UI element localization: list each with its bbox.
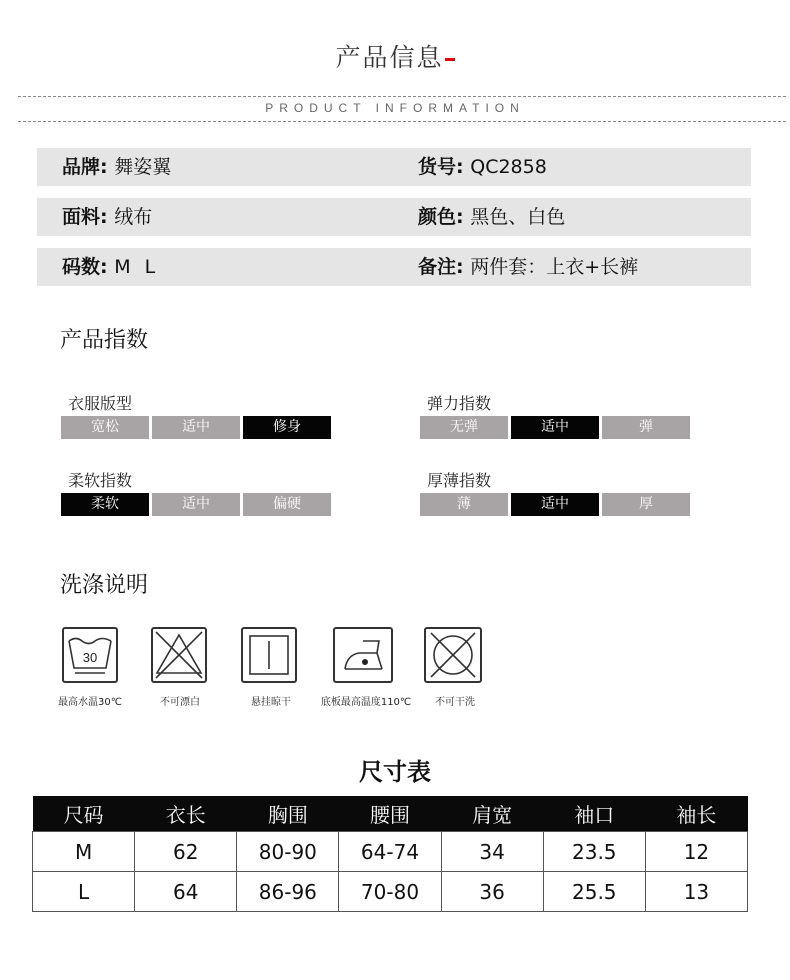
info-row-2: 面料: 绒布 颜色: 黑色、白色 [37, 198, 751, 236]
title-accent-dash [445, 58, 455, 61]
index-option: 适中 [152, 416, 240, 439]
page-title: 产品信息 [0, 38, 790, 74]
care-label-dryclean: 不可干洗 [435, 697, 475, 708]
care-label-bleach: 不可漂白 [160, 697, 200, 708]
table-row [33, 832, 748, 872]
size-table-header [33, 796, 748, 832]
index-option: 弹 [602, 416, 690, 439]
index-option: 适中 [152, 493, 240, 516]
table-cell: 34 [441, 832, 543, 872]
table-cell: 70-80 [339, 872, 441, 912]
size-table-header-cell: 肩宽 [441, 796, 543, 832]
size-table-title: 尺寸表 [359, 758, 431, 786]
note-value: 两件套：上衣+长裤 [470, 256, 639, 278]
table-cell: L [33, 872, 135, 912]
table-cell: 64 [135, 872, 237, 912]
indices-heading: 产品指数 [60, 328, 149, 353]
index-label: 弹力指数 [427, 394, 492, 413]
table-cell: 62 [135, 832, 237, 872]
no-bleach-icon [151, 627, 207, 683]
index-option-selected: 修身 [243, 416, 331, 439]
table-cell: 36 [441, 872, 543, 912]
color-key: 颜色 [418, 206, 457, 228]
care-heading: 洗涤说明 [60, 573, 149, 598]
index-option-selected: 适中 [511, 416, 599, 439]
size-table-header-cell: 腰围 [339, 796, 441, 832]
fabric-key: 面料 [62, 206, 101, 228]
care-label-hang: 悬挂晾干 [251, 697, 291, 708]
item-no-value: QC2858 [470, 156, 547, 178]
wash-temp-value: 30 [82, 650, 98, 665]
size-table-header-cell: 胸围 [237, 796, 339, 832]
color-value: 黑色、白色 [470, 206, 566, 228]
info-row-1: 品牌: 舞姿翼 货号: QC2858 [37, 148, 751, 186]
index-option: 无弹 [420, 416, 508, 439]
brand-value: 舞姿翼 [114, 156, 172, 178]
table-cell: 64-74 [339, 832, 441, 872]
table-row [33, 872, 748, 912]
index-label: 衣服版型 [68, 394, 133, 413]
index-label: 柔软指数 [68, 471, 133, 490]
page-subtitle: PRODUCT INFORMATION [265, 101, 525, 115]
iron-low-icon [333, 627, 393, 683]
table-cell: 12 [645, 832, 747, 872]
brand-key: 品牌 [62, 156, 101, 178]
size-key: 码数 [62, 256, 101, 278]
care-label-iron: 底板最高温度110℃ [320, 697, 412, 708]
index-option: 厚 [602, 493, 690, 516]
care-label-wash: 最高水温30℃ [58, 697, 122, 708]
index-option-selected: 柔软 [61, 493, 149, 516]
index-option: 偏硬 [243, 493, 331, 516]
index-option-selected: 适中 [511, 493, 599, 516]
size-table-header-cell: 尺码 [33, 796, 135, 832]
no-dry-clean-icon [424, 627, 482, 683]
table-cell: 13 [645, 872, 747, 912]
info-row-3: 码数: M L 备注: 两件套：上衣+长裤 [37, 248, 751, 286]
fabric-value: 绒布 [114, 206, 153, 228]
table-cell: 80-90 [237, 832, 339, 872]
size-table-header-cell: 袖长 [645, 796, 747, 832]
note-key: 备注 [418, 256, 457, 278]
table-cell: 23.5 [543, 832, 645, 872]
size-table-header-cell: 袖口 [543, 796, 645, 832]
index-option: 薄 [420, 493, 508, 516]
table-cell: 86-96 [237, 872, 339, 912]
table-cell: 25.5 [543, 872, 645, 912]
divider-bottom [18, 121, 786, 122]
wash-30-icon [62, 627, 118, 683]
item-no-key: 货号 [418, 156, 457, 178]
hang-dry-icon [241, 627, 297, 683]
size-value: M L [114, 256, 160, 278]
index-label: 厚薄指数 [427, 471, 492, 490]
size-table [32, 796, 748, 912]
table-cell: M [33, 832, 135, 872]
index-option: 宽松 [61, 416, 149, 439]
divider-top [18, 96, 786, 97]
size-table-header-cell: 衣长 [135, 796, 237, 832]
